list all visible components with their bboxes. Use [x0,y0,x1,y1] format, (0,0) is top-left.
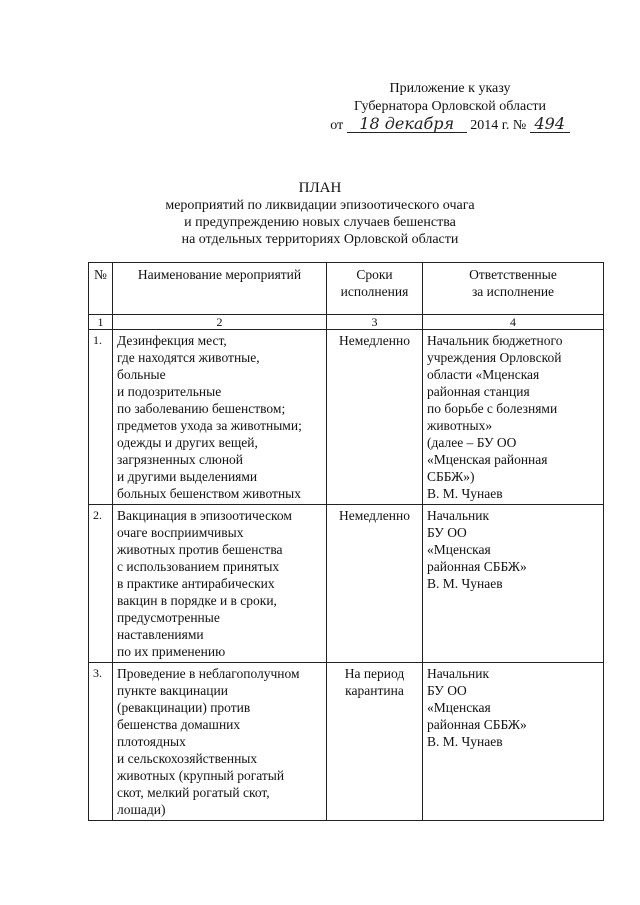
table-row [89,330,604,505]
header-term [327,263,423,315]
activity-name-line: по их применению [117,644,226,659]
execution-term-line: Немедленно [339,508,410,523]
responsible-person-line: районная станция [427,384,530,399]
activity-name [113,330,327,505]
activity-name-line: Дезинфекция мест, [117,333,227,348]
responsible-person-line: В. М. Чунаев [427,576,503,591]
handwritten-date: 18 декабря [347,116,467,133]
execution-term [327,505,423,663]
appendix-line-3 [300,116,600,135]
activity-name-line: по заболеванию бешенством; [117,401,286,416]
row-number-line: 3. [93,666,102,680]
appendix-line-1: Приложение к указу [389,81,511,96]
responsible-person [423,663,604,821]
responsible-person-line: Начальник бюджетного [427,333,563,348]
table-row [89,663,604,821]
header-term-line: Сроки [356,267,393,282]
responsible-person-line: животных» [427,418,493,433]
responsible-person-line: В. М. Чунаев [427,734,503,749]
activity-name [113,663,327,821]
header-num: № [89,263,113,315]
activity-name-line: Проведение в неблагополучном [117,666,300,681]
column-number: 3 [327,315,423,330]
activity-name-line: наставлениями [117,627,204,642]
activity-name-line: одежды и других вещей, [117,435,258,450]
activity-name-line: с использованием принятых [117,559,280,574]
activity-name-line: предусмотренные [117,610,220,625]
activity-name-line: плотоядных [117,734,186,749]
responsible-person-line: Начальник [427,508,490,523]
subtitle-line-2: и предупреждению новых случаев бешенства [184,215,456,230]
table-header-row [89,263,604,315]
responsible-person-line: В. М. Чунаев [427,486,503,501]
execution-term-line: карантина [345,683,404,698]
responsible-person-line: «Мценская [427,700,491,715]
plan-subtitle [0,197,640,248]
responsible-person-line: «Мценская [427,542,491,557]
subtitle-line-3: на отдельных территориях Орловской области [181,232,459,247]
row-number [89,663,113,821]
header-resp-line: за исполнение [471,284,555,299]
execution-term [327,663,423,821]
responsible-person-line: СББЖ») [427,469,475,484]
header-term-line: исполнения [340,284,409,299]
column-number: 1 [89,315,113,330]
activity-name-line: загрязненных слюной [117,452,244,467]
execution-term-line: На период [344,666,405,681]
activity-name-line: и другими выделениями [117,469,258,484]
row-number-line: 1. [93,333,102,347]
column-number-row [89,315,604,330]
activity-name-line: пункте вакцинации [117,683,228,698]
appendix-line-2: Губернатора Орловской области [353,99,547,114]
responsible-person-line: Начальник [427,666,490,681]
plan-title: ПЛАН [298,180,342,196]
activity-name-line: животных против бешенства [117,542,283,557]
responsible-person-line: «Мценская районная [427,452,548,467]
responsible-person-line: области «Мценская [427,367,540,382]
responsible-person [423,330,604,505]
activity-name-line: животных (крупный рогатый [117,768,285,783]
activity-name-line: в практике антирабических [117,576,275,591]
activity-name-line: где находятся животные, [117,350,260,365]
execution-term [327,330,423,505]
header-resp-line: Ответственные [469,267,557,282]
activity-name-line: предметов ухода за животными; [117,418,302,433]
activity-name-line: вакцин в порядке и в сроки, [117,593,277,608]
table-body [89,330,604,821]
subtitle-line-1: мероприятий по ликвидации эпизоотического очага [165,198,475,213]
responsible-person-line: по борьбе с болезнями [427,401,558,416]
year-and-number-label: 2014 г. № [470,118,527,133]
activity-name-line: и сельскохозяйственных [117,751,258,766]
column-number: 4 [423,315,604,330]
handwritten-number: 494 [530,116,570,133]
activity-name-line: очаге восприимчивых [117,525,244,540]
activity-name-line: лошади) [117,802,166,817]
activity-name [113,505,327,663]
row-number [89,505,113,663]
responsible-person-line: БУ ОО [427,683,467,698]
activity-name-line: больные [117,367,166,382]
activity-name-line: бешенства домашних [117,717,241,732]
row-number [89,330,113,505]
activity-name-line: больных бешенством животных [117,486,301,501]
responsible-person-line: районная СББЖ» [427,717,527,732]
header-responsible [423,263,604,315]
responsible-person-line: районная СББЖ» [427,559,527,574]
column-number: 2 [113,315,327,330]
activity-name-line: скот, мелкий рогатый скот, [117,785,270,800]
activity-name-line: (ревакцинации) против [117,700,251,715]
responsible-person-line: учреждения Орловской [427,350,562,365]
appendix-header [300,80,600,135]
header-name: Наименование мероприятий [113,263,327,315]
execution-term-line: Немедленно [339,333,410,348]
responsible-person-line: БУ ОО [427,525,467,540]
activity-name-line: Вакцинация в эпизоотическом [117,508,292,523]
responsible-person-line: (далее – БУ ОО [427,435,517,450]
plan-table [88,262,604,821]
activity-name-line: и подозрительные [117,384,222,399]
date-prefix: от [330,118,344,133]
responsible-person [423,505,604,663]
table-row [89,505,604,663]
row-number-line: 2. [93,508,102,522]
